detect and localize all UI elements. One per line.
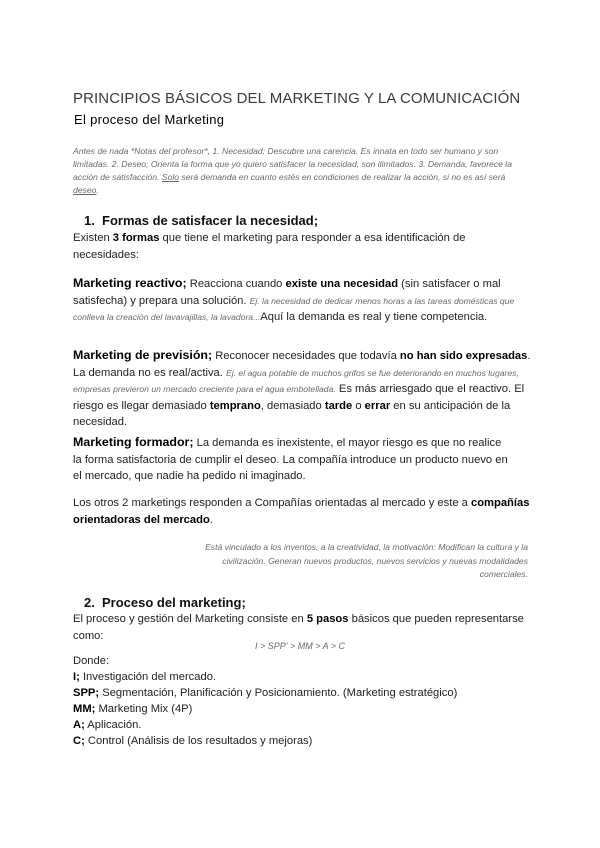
section-1-number: 1. (84, 213, 95, 228)
marketing-prevision-paragraph (73, 347, 533, 431)
step-key: C; (73, 735, 85, 747)
section-2-intro-bold: 5 pasos (306, 613, 349, 625)
marketing-formador-paragraph (73, 434, 513, 485)
step-text: Investigación del mercado. (79, 671, 217, 683)
section-1-heading (84, 213, 318, 228)
process-step-a (73, 719, 141, 731)
step-text: Control (Análisis de los resultados y mejoras) (84, 735, 313, 747)
section-2-intro (73, 611, 533, 644)
marketing-prevision-label: Marketing de previsión; (73, 348, 213, 362)
step-key: A; (73, 719, 85, 731)
section-2-intro-a: El proceso y gestión del Marketing consiste en (73, 613, 307, 625)
prevision-example: Ej. el agua potable de muchos grifos se fue deteriorando en muchos lugares, empresas previeron un mercado creciente para el agua embotellada. (73, 367, 519, 394)
document-subtitle: El proceso del Marketing (74, 112, 225, 127)
prevision-text-4: , demasiado (260, 399, 325, 412)
step-key: I; (73, 671, 80, 683)
reactivo-text-1: Reacciona cuando (186, 278, 286, 290)
step-text: Marketing Mix (4P) (95, 703, 193, 715)
reactivo-bold-1: existe una necesidad (285, 278, 399, 290)
step-key: MM; (73, 703, 96, 715)
prevision-bold-1: no han sido expresadas (399, 350, 528, 362)
section-2-heading (84, 595, 246, 610)
section-1-intro (73, 230, 493, 263)
intro-note-end: . (96, 185, 99, 195)
other-marketings-paragraph (73, 495, 533, 528)
marketing-formador-label: Marketing formador; (73, 435, 194, 449)
process-formula: I > SPP' > MM > A > C (254, 641, 346, 651)
reactivo-text-2: (sin satisfacer o mal satisfecha) y prepara una solución. (73, 278, 501, 307)
marketing-reactivo-paragraph (73, 275, 531, 326)
process-step-i (73, 671, 216, 683)
section-1-intro-c: que tiene el marketing para responder a esa identificación de necesidades: (73, 232, 466, 261)
intro-note-text: Antes de nada *Notas del profesor*, 1. Necesidad; Descubre una carencia. Es innata en todo ser humano y son limitadas. 2. Deseo; Orienta la forma que yo quiero satisfacer la necesidad, son ilimitados. 3. Demanda, favorece la acción de satisfacción. (73, 146, 512, 182)
process-step-mm (73, 703, 192, 715)
formador-text-1: La demanda es inexistente, el mayor riesgo es que no realice la forma satisfactoria de cumplir el deseo. La compañía introduce un producto nuevo en el mercado, que nadie ha pedido ni imaginado. (73, 437, 508, 482)
section-2-number: 2. (84, 595, 95, 610)
prevision-text-3: Es más arriesgado que el reactivo. El riesgo es llegar demasiado (73, 383, 525, 412)
section-2-title: Proceso del marketing; (102, 595, 246, 610)
prevision-text-1: Reconocer necesidades que todavía (212, 350, 400, 362)
section-1-intro-a: Existen (73, 232, 113, 244)
step-key: SPP; (73, 687, 100, 699)
intro-note-text-2: será demanda en cuanto estés en condiciones de realizar la acción, si no es así será (179, 172, 506, 182)
others-bold: compañías orientadoras del mercado (73, 497, 530, 526)
intro-note (73, 145, 533, 197)
section-1-intro-bold: 3 formas (112, 232, 160, 244)
document-title: PRINCIPIOS BÁSICOS DEL MARKETING Y LA COMUNICACIÓN (73, 90, 521, 107)
prevision-bold-errar: errar (364, 399, 391, 412)
prevision-bold-temprano: temprano (209, 399, 261, 412)
process-step-c (73, 735, 312, 747)
others-text-2: . (209, 513, 213, 526)
step-text: Aplicación. (84, 719, 142, 731)
prevision-bold-tarde: tarde (324, 399, 353, 412)
step-text: Segmentación, Planificación y Posicionamiento. (Marketing estratégico) (99, 687, 458, 699)
creativity-quote: Está vinculado a los inventos, a la creatividad, la motivación: Modifican la cultura y la civilización. Generan nuevos productos, nuevos servicios y nuevas modalidades comerciales. (205, 542, 528, 579)
section-2-intro-c: básicos que pueden representarse como: (73, 613, 524, 642)
intro-note-deseo: deseo (73, 185, 97, 195)
prevision-text-5: o (352, 399, 365, 412)
process-step-spp (73, 687, 457, 699)
reactivo-example: Ej. la necesidad de dedicar menos horas a las tareas domésticas que conlleva la creación del lavavajillas, la lavadora... (73, 295, 515, 322)
section-1-title: Formas de satisfacer la necesidad; (102, 213, 319, 228)
prevision-text-2: . La demanda no es real/activa. (73, 350, 531, 379)
marketing-reactivo-label: Marketing reactivo; (73, 276, 187, 290)
prevision-text-6: en su anticipación de la necesidad. (73, 399, 511, 428)
reactivo-text-3: Aquí la demanda es real y tiene competencia. (260, 311, 488, 323)
intro-note-solo: Solo (161, 172, 180, 182)
donde-label: Donde: (73, 655, 110, 667)
others-text-1: Los otros 2 marketings responden a Compañías orientadas al mercado y este a (73, 497, 471, 509)
